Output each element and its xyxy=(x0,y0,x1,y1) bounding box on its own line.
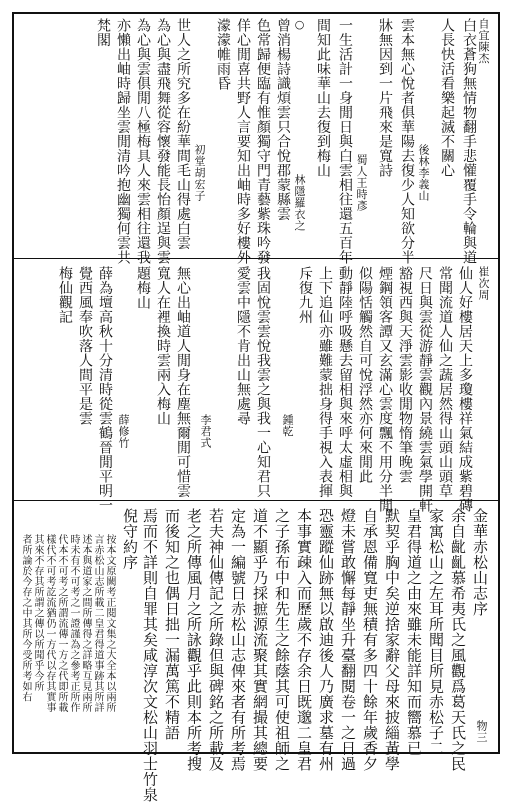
bottom-text-column: 按本文原闕考正閱文集之大全本以兩所 xyxy=(104,534,115,713)
top-text-column: 雲本無心悅者俱華陽去復少人知欲分半 xyxy=(399,18,415,265)
middle-text-column: 崔次周 xyxy=(477,266,490,301)
middle-text-column: 薛修竹 xyxy=(117,414,130,449)
middle-text-column: 常聞流道人仙之蔬居然得山頭山頭草 xyxy=(437,266,453,498)
bottom-text-column: 者所論於今存之中其所今受所考如右 xyxy=(20,534,31,702)
top-text-column: 後林李義山 xyxy=(417,144,430,202)
top-text-column: 亦懶出岫時歸坐雲閒清吟抱幽獨何雲共 xyxy=(115,18,131,265)
middle-text-column: 動靜陸呼吸懸去留相與來呼太虛相與 xyxy=(337,266,353,498)
middle-text-column: 寬人在裡換時雲兩入梅山 xyxy=(155,266,171,426)
middle-text-column: 似陽恬觸然自可悅浮然亦何來閒此 xyxy=(357,266,373,484)
middle-text-column: 斥復九州 xyxy=(297,266,313,324)
bottom-text-column: 老之所傳風月之所詠觀乎此則本所考搜 xyxy=(185,508,203,772)
top-text-column: 世人之所究多在紛華間毛山得處白雲 xyxy=(175,18,191,250)
bottom-text-column: 余自齔齓慕希夷氏之風觀爲葛天氏之民 xyxy=(449,508,467,772)
bottom-text-column: 皇君得道之由來雖未能詳知而嚮慕已 xyxy=(405,508,423,756)
top-text-column: 蜀人王時彥 xyxy=(355,154,368,212)
top-text-column: 濛濛帷雨昏 xyxy=(215,18,231,91)
bottom-text-column: 自承恩備寬吏無積有多四十餘年歲香夕 xyxy=(361,508,379,772)
top-text-column: 自宜陳杰 xyxy=(477,18,490,64)
bottom-text-column: 倪守約序 xyxy=(121,508,139,570)
middle-text-column: 煙鋼領客譚又玄滿心雲度飄不用分半閒 xyxy=(377,266,393,513)
bottom-text-column: 言赤松山志所載二皇君得道事跡其所詳 xyxy=(92,534,103,713)
middle-text-column: 鍾乾 xyxy=(281,414,294,437)
top-text-column: 一生活計一身閒日與白雲相往還五百年 xyxy=(337,18,353,265)
bottom-text-column: 恐靈蹤仙跡無以啟迪後人乃廣求墓有州 xyxy=(317,508,335,772)
top-text-column: 為心與雲俱閒八極梅具人來雲相往還我 xyxy=(135,18,151,265)
top-text-column: ○ xyxy=(293,18,306,32)
middle-text-column: 我固悅雲雲悅我雲之與我一心知君只 xyxy=(255,266,271,498)
bottom-text-column: 默契乎胸中矣逆捨家辭父母來披緇黃學 xyxy=(383,508,401,772)
bottom-text-column: 而後知之也偶日拙一漏萬篤不精語 xyxy=(163,508,181,741)
middle-text-column: 上下追仙亦雖難蒙拙身得手視入表揮 xyxy=(317,266,333,498)
book-page xyxy=(12,12,500,803)
top-text-column: 間知此味華山去復到梅山 xyxy=(315,18,331,178)
bottom-text-column: 若夫神仙傳記之所錄但與碑銘之所載及 xyxy=(207,508,225,772)
top-text-column: 曾消楊詩識煩雲只合悅郡蒙縣雲 xyxy=(275,18,291,221)
bottom-text-column: 時未有不可考之一證謹為之參考正所作 xyxy=(68,534,79,713)
top-text-column: 人長快活看樂起滅不關心 xyxy=(439,18,455,178)
top-text-column: 佯心閒喜共野人言要知出岫時多好樓外 xyxy=(235,18,251,265)
bottom-text-column: 定為一編號日赤松山志俾來者有所考焉 xyxy=(229,508,247,772)
top-text-column: 白衣蒼狗無情物翻手悲懽覆手令輪與道 xyxy=(461,18,477,265)
bottom-text-column: 之子孫布中和先生之餘蔭其可使祖師之 xyxy=(273,508,291,772)
bottom-text-column: 代本不可考之所謂流傳一方之代即所載 xyxy=(56,534,67,713)
bottom-text-column: 燈未嘗敢懈每靜坐升臺翻閱卷一之日過 xyxy=(339,508,357,772)
bottom-text-column: 焉而不詳則自罪其矣咸淳次文松山羽士竹泉 xyxy=(141,508,159,803)
bottom-text-column: 物三 xyxy=(475,720,488,743)
middle-text-column: 豁視西與天淨雲影收閒物惰筆晚雲 xyxy=(397,266,413,484)
middle-text-column: 愛雲中隱不肯出山無處尋 xyxy=(235,266,251,426)
top-text-column: 林隱羅衣之 xyxy=(293,174,306,232)
middle-text-column: 尺日與雲從游靜雲觀內景繞雲氣學開軒 xyxy=(417,266,433,513)
top-text-column: 色常歸便臨有惟顏獨守門青藝紫珠吟發 xyxy=(255,18,271,265)
top-text-column: 為心與盡飛舞從容懷發能長怡顏逞與雲 xyxy=(155,18,171,265)
bottom-text-column: 金華赤松山志序 xyxy=(471,508,489,617)
middle-text-column: 仙人好樓居天上多瓊樓祥氣結成紫碧磚 xyxy=(457,266,473,513)
bottom-text-column: 家寓松山之左耳所聞目所見赤松子二 xyxy=(427,508,445,756)
middle-text-column: 題梅山 xyxy=(135,266,151,310)
top-text-column: 牀無因到一片飛來是寬詩 xyxy=(377,18,393,178)
bottom-text-column: 其來不存其所謂之傳以所聞乎今所 xyxy=(32,534,43,692)
middle-text-column: 無心出岫道人閒身在塵無爾閒可惜雲 xyxy=(175,266,191,498)
bottom-text-column: 本事實疎入而歷歲不存余日既邈二皇君 xyxy=(295,508,313,772)
bottom-text-column: 述本與道家之間所傳得之詳略互見兩所 xyxy=(80,534,91,713)
middle-text-column: 梅仙觀記 xyxy=(57,266,73,324)
bottom-text-column: 道不顯乎乃採摭源流聚其實網撮其總要 xyxy=(251,508,269,772)
middle-text-column: 李君式 xyxy=(199,414,212,449)
top-text-column: 初堂胡宏子 xyxy=(193,144,206,202)
bottom-text-column: 樣代不可考訖流猶仍一方代以存其實事 xyxy=(44,534,55,713)
middle-text-column: 薛為壇高秋十分清時從雲鶴晉閒平明一 xyxy=(97,266,113,513)
top-text-column: 梵閣 xyxy=(95,18,111,47)
middle-text-column: 覺西風奉吹落人間平是雲 xyxy=(77,266,93,426)
